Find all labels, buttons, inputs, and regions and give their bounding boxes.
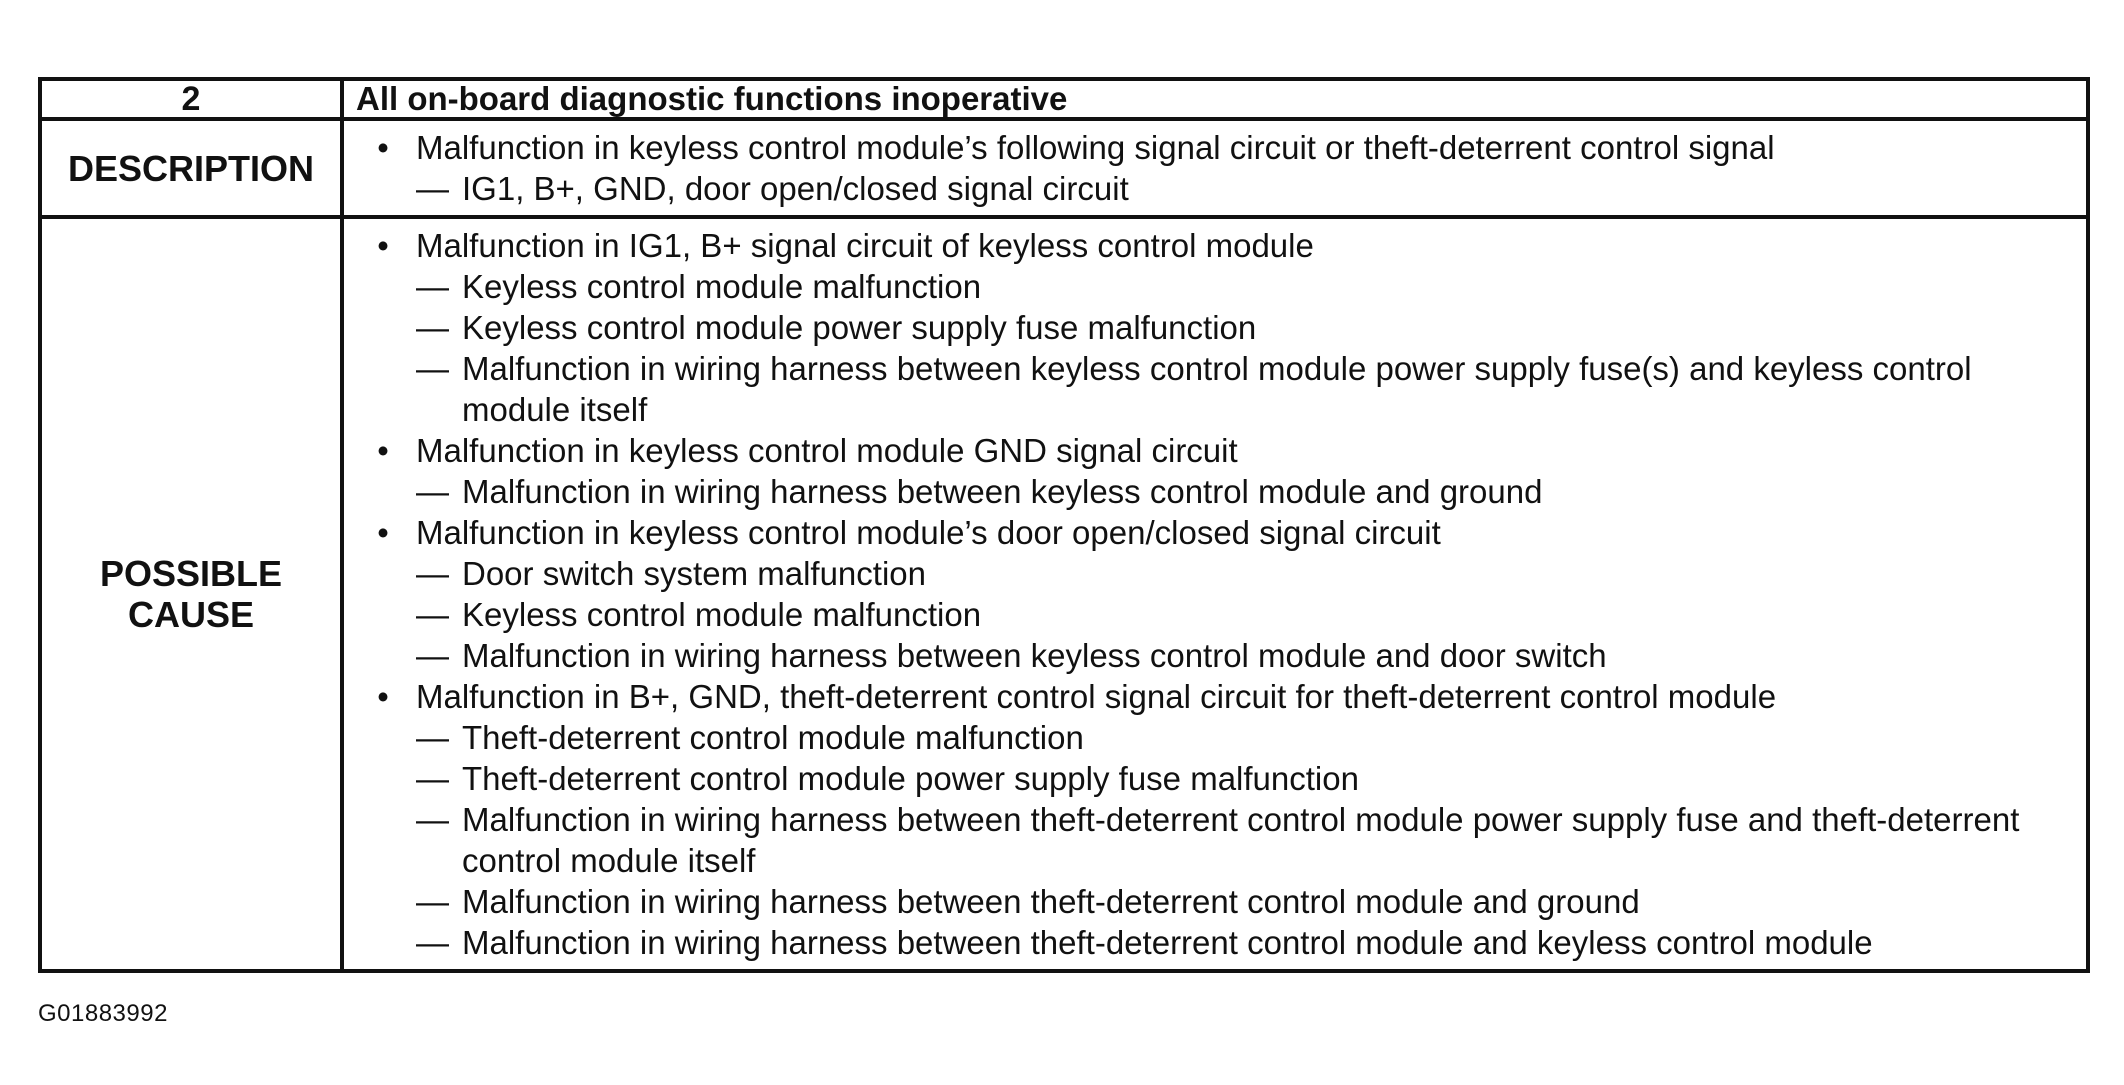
possible-cause-list <box>364 225 2066 963</box>
sub-item <box>416 881 2066 922</box>
bullet-icon: • <box>377 432 389 469</box>
bullet-text: Malfunction in IG1, B+ signal circuit of keyless control module <box>416 227 1314 264</box>
sub-item <box>416 635 2066 676</box>
bullet-item <box>364 225 2066 430</box>
sub-item <box>416 594 2066 635</box>
bullet-text: Malfunction in B+, GND, theft-deterrent control signal circuit for theft-deterrent control module <box>416 678 1777 715</box>
sub-item <box>416 758 2066 799</box>
sub-item <box>416 553 2066 594</box>
diagnostic-table <box>38 77 2090 973</box>
sub-item-text: Malfunction in wiring harness between keyless control module and door switch <box>462 637 1607 674</box>
description-list <box>364 127 2066 209</box>
dash-icon: — <box>416 596 449 633</box>
description-content <box>342 119 2088 217</box>
item-title: All on-board diagnostic functions inoperative <box>342 79 2088 119</box>
sub-item-text: Keyless control module malfunction <box>462 596 982 633</box>
dash-icon: — <box>416 473 449 510</box>
bullet-item <box>364 676 2066 963</box>
sub-item <box>416 348 2066 430</box>
header-row <box>40 79 2088 119</box>
bullet-icon: • <box>377 227 389 264</box>
dash-icon: — <box>416 883 449 920</box>
bullet-icon: • <box>377 678 389 715</box>
possible-cause-row <box>40 217 2088 971</box>
sub-item-text: Malfunction in wiring harness between theft-deterrent control module power supply fuse and theft-deterrent control module itself <box>462 801 2020 879</box>
sub-item-text: Theft-deterrent control module malfunction <box>462 719 1084 756</box>
dash-icon: — <box>416 555 449 592</box>
sub-item-text: Malfunction in wiring harness between keyless control module and ground <box>462 473 1543 510</box>
bullet-item <box>364 430 2066 512</box>
possible-cause-content <box>342 217 2088 971</box>
bullet-item <box>364 127 2066 209</box>
sub-item <box>416 168 2066 209</box>
sub-item <box>416 922 2066 963</box>
sub-item-text: Door switch system malfunction <box>462 555 926 592</box>
dash-icon: — <box>416 350 449 387</box>
sub-item <box>416 717 2066 758</box>
sub-item <box>416 471 2066 512</box>
bullet-text: Malfunction in keyless control module GND signal circuit <box>416 432 1238 469</box>
possible-cause-label-line2: CAUSE <box>127 594 255 635</box>
sub-item-text: Keyless control module power supply fuse malfunction <box>462 309 1257 346</box>
sub-item-text: Keyless control module malfunction <box>462 268 982 305</box>
dash-icon: — <box>416 309 449 346</box>
dash-icon: — <box>416 760 449 797</box>
sub-item <box>416 799 2066 881</box>
bullet-item <box>364 512 2066 676</box>
bullet-text: Malfunction in keyless control module’s following signal circuit or theft-deterrent control signal <box>416 129 1775 166</box>
description-row <box>40 119 2088 217</box>
bullet-text: Malfunction in keyless control module’s door open/closed signal circuit <box>416 514 1441 551</box>
possible-cause-label-line1: POSSIBLE <box>99 553 283 594</box>
sub-item-text: Malfunction in wiring harness between keyless control module power supply fuse(s) and keyless control module itself <box>462 350 1972 428</box>
sub-item <box>416 266 2066 307</box>
sub-item-text: Malfunction in wiring harness between theft-deterrent control module and keyless control module <box>462 924 1873 961</box>
dash-icon: — <box>416 637 449 674</box>
dash-icon: — <box>416 924 449 961</box>
description-label: DESCRIPTION <box>40 119 342 217</box>
sub-item-text: Theft-deterrent control module power supply fuse malfunction <box>462 760 1359 797</box>
dash-icon: — <box>416 268 449 305</box>
figure-id: G01883992 <box>38 1000 168 1027</box>
bullet-icon: • <box>377 129 389 166</box>
dash-icon: — <box>416 801 449 838</box>
possible-cause-label <box>40 217 342 971</box>
item-number: 2 <box>40 79 342 119</box>
sub-item-text: Malfunction in wiring harness between theft-deterrent control module and ground <box>462 883 1640 920</box>
bullet-icon: • <box>377 514 389 551</box>
sub-item-text: IG1, B+, GND, door open/closed signal circuit <box>462 170 1129 207</box>
dash-icon: — <box>416 719 449 756</box>
dash-icon: — <box>416 170 449 207</box>
sub-item <box>416 307 2066 348</box>
